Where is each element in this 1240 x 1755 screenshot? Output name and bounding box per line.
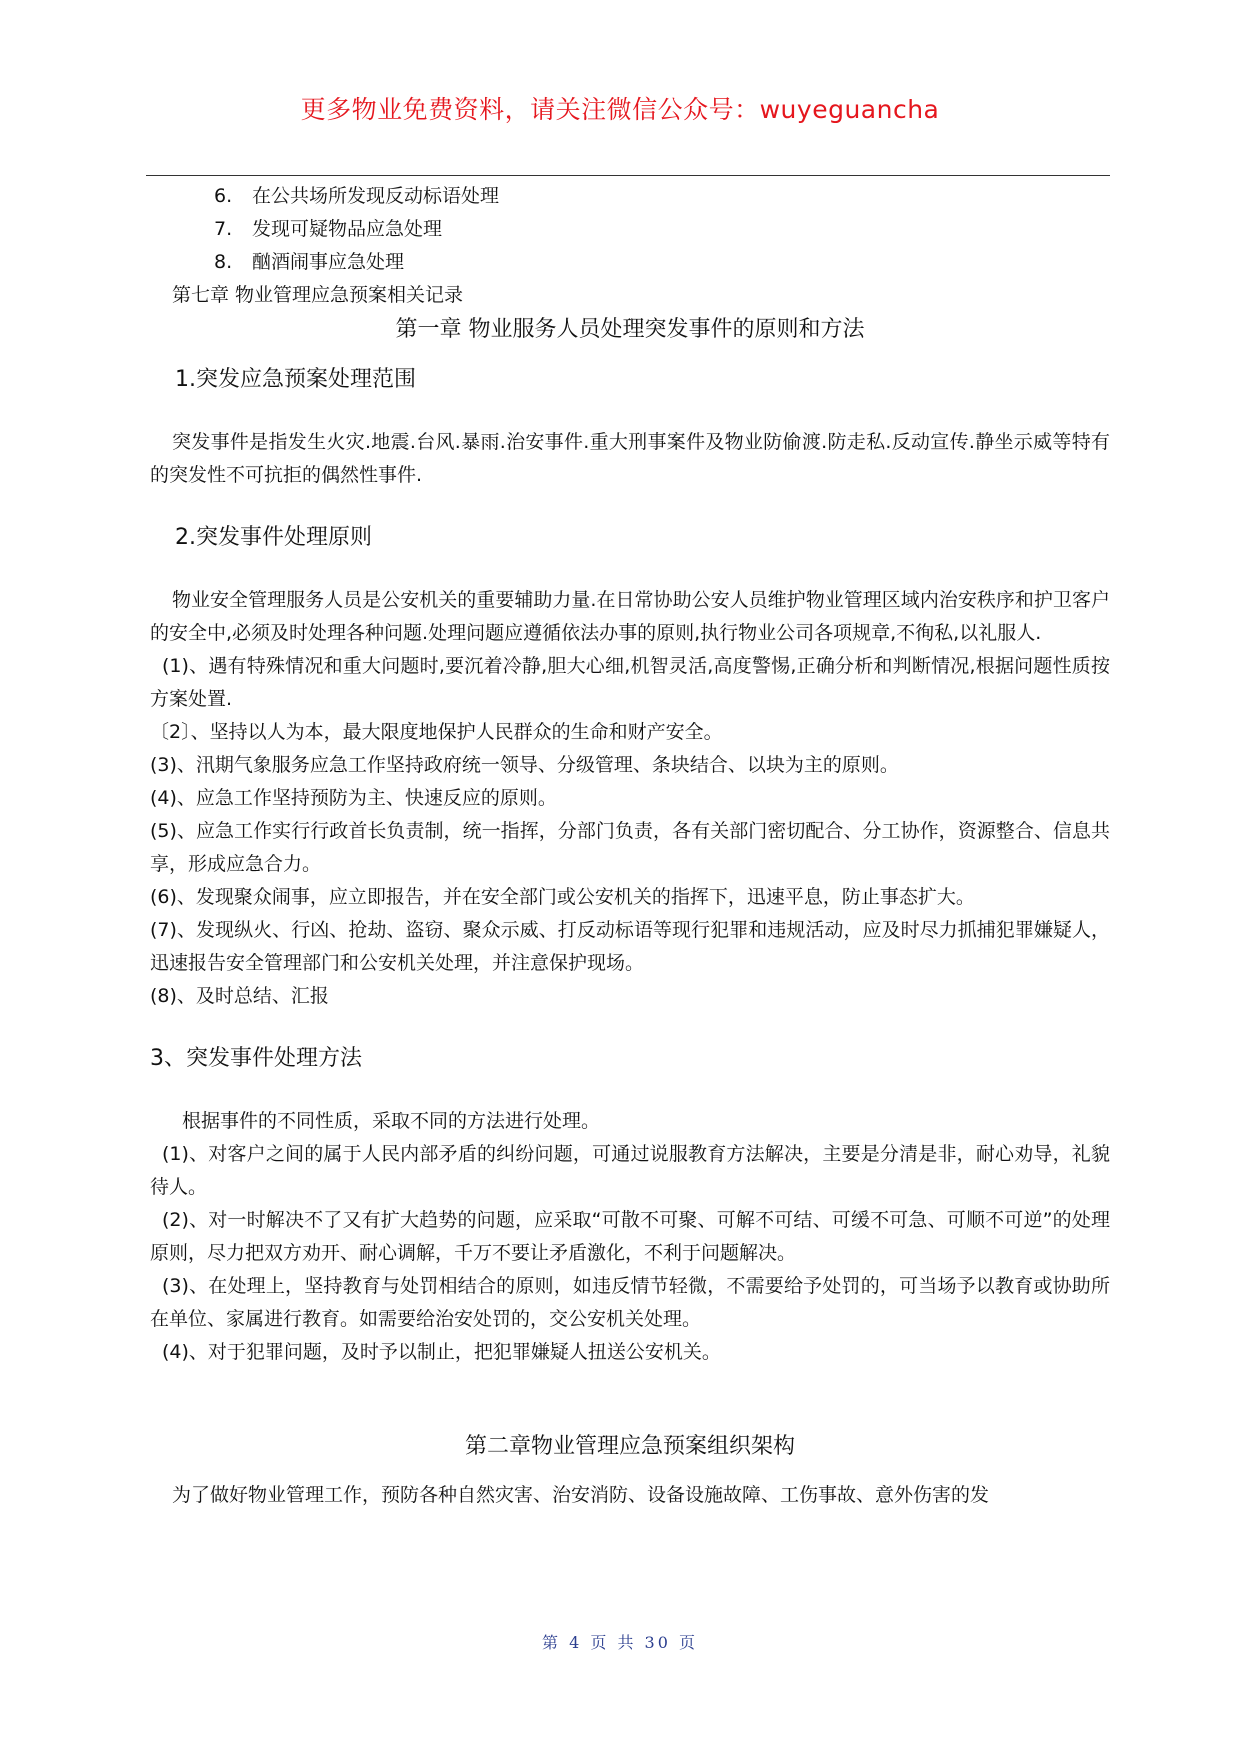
section3-heading: 3、突发事件处理方法 xyxy=(150,1046,362,1071)
toc-item: 7. 发现可疑物品应急处理 xyxy=(214,218,443,240)
method-item: (4)、对于犯罪问题，及时予以制止，把犯罪嫌疑人扭送公安机关。 xyxy=(162,1341,721,1363)
toc-item: 8. 酗酒闹事应急处理 xyxy=(214,251,405,273)
section2-heading: 2.突发事件处理原则 xyxy=(175,525,372,550)
principle-item: (3)、汛期气象服务应急工作坚持政府统一领导、分级管理、条块结合、以块为主的原则。 xyxy=(150,754,899,776)
section2-intro: 物业安全管理服务人员是公安机关的重要辅助力量.在日常协助公安人员维护物业管理区域内治安秩序和护卫客户的安全中,必须及时处理各种问题.处理问题应遵循依法办事的原则,执行物业公司各项规章,不徇私,以礼服人. xyxy=(150,589,1110,644)
toc xyxy=(150,180,1110,312)
page-footer: 第 4 页 共 30 页 xyxy=(542,1633,698,1652)
section1-paragraph: 突发事件是指发生火灾.地震.台风.暴雨.治安事件.重大刑事案件及物业防偷渡.防走私.反动宣传.静坐示威等特有的突发性不可抗拒的偶然性事件. xyxy=(150,431,1110,486)
chapter2-title: 第二章物业管理应急预案组织架构 xyxy=(464,1434,795,1459)
principle-item: (7)、发现纵火、行凶、抢劫、盗窃、聚众示威、打反动标语等现行犯罪和违规活动，应及时尽力抓捕犯罪嫌疑人，迅速报告安全管理部门和公安机关处理，并注意保护现场。 xyxy=(150,919,1110,974)
principle-item: (5)、应急工作实行行政首长负责制，统一指挥，分部门负责，各有关部门密切配合、分工协作，资源整合、信息共享，形成应急合力。 xyxy=(150,820,1110,875)
toc-chapter7: 第七章 物业管理应急预案相关记录 xyxy=(172,284,464,306)
principle-item: 〔2〕、坚持以人为本，最大限度地保护人民群众的生命和财产安全。 xyxy=(150,721,723,743)
header-rule xyxy=(146,175,1110,176)
header-banner: 更多物业免费资料，请关注微信公众号：wuyeguancha xyxy=(300,95,940,124)
method-item: (1)、对客户之间的属于人民内部矛盾的纠纷问题，可通过说服教育方法解决，主要是分清是非，耐心劝导，礼貌待人。 xyxy=(150,1143,1110,1198)
document-body xyxy=(150,180,1110,1512)
principle-item: (8)、及时总结、汇报 xyxy=(150,985,329,1007)
section3-intro: 根据事件的不同性质，采取不同的方法进行处理。 xyxy=(182,1110,601,1132)
chapter2-paragraph: 为了做好物业管理工作，预防各种自然灾害、治安消防、设备设施故障、工伤事故、意外伤害的发 xyxy=(172,1484,990,1506)
method-item: (2)、对一时解决不了又有扩大趋势的问题，应采取“可散不可聚、可解不可结、可缓不可急、可顺不可逆”的处理原则，尽力把双方劝开、耐心调解，千万不要让矛盾激化，不利于问题解决。 xyxy=(150,1209,1110,1264)
principle-item: (6)、发现聚众闹事，应立即报告，并在安全部门或公安机关的指挥下，迅速平息，防止事态扩大。 xyxy=(150,886,975,908)
chapter1-title: 第一章 物业服务人员处理突发事件的原则和方法 xyxy=(395,317,865,342)
principle-item: (1)、遇有特殊情况和重大问题时,要沉着冷静,胆大心细,机智灵活,高度警惕,正确分析和判断情况,根据问题性质按方案处置. xyxy=(150,655,1110,710)
toc-item: 6. 在公共场所发现反动标语处理 xyxy=(214,185,500,207)
principle-item: (4)、应急工作坚持预防为主、快速反应的原则。 xyxy=(150,787,557,809)
method-item: (3)、在处理上，坚持教育与处罚相结合的原则，如违反情节轻微，不需要给予处罚的，可当场予以教育或协助所在单位、家属进行教育。如需要给治安处罚的，交公安机关处理。 xyxy=(150,1275,1110,1330)
section1-heading: 1.突发应急预案处理范围 xyxy=(175,367,416,392)
